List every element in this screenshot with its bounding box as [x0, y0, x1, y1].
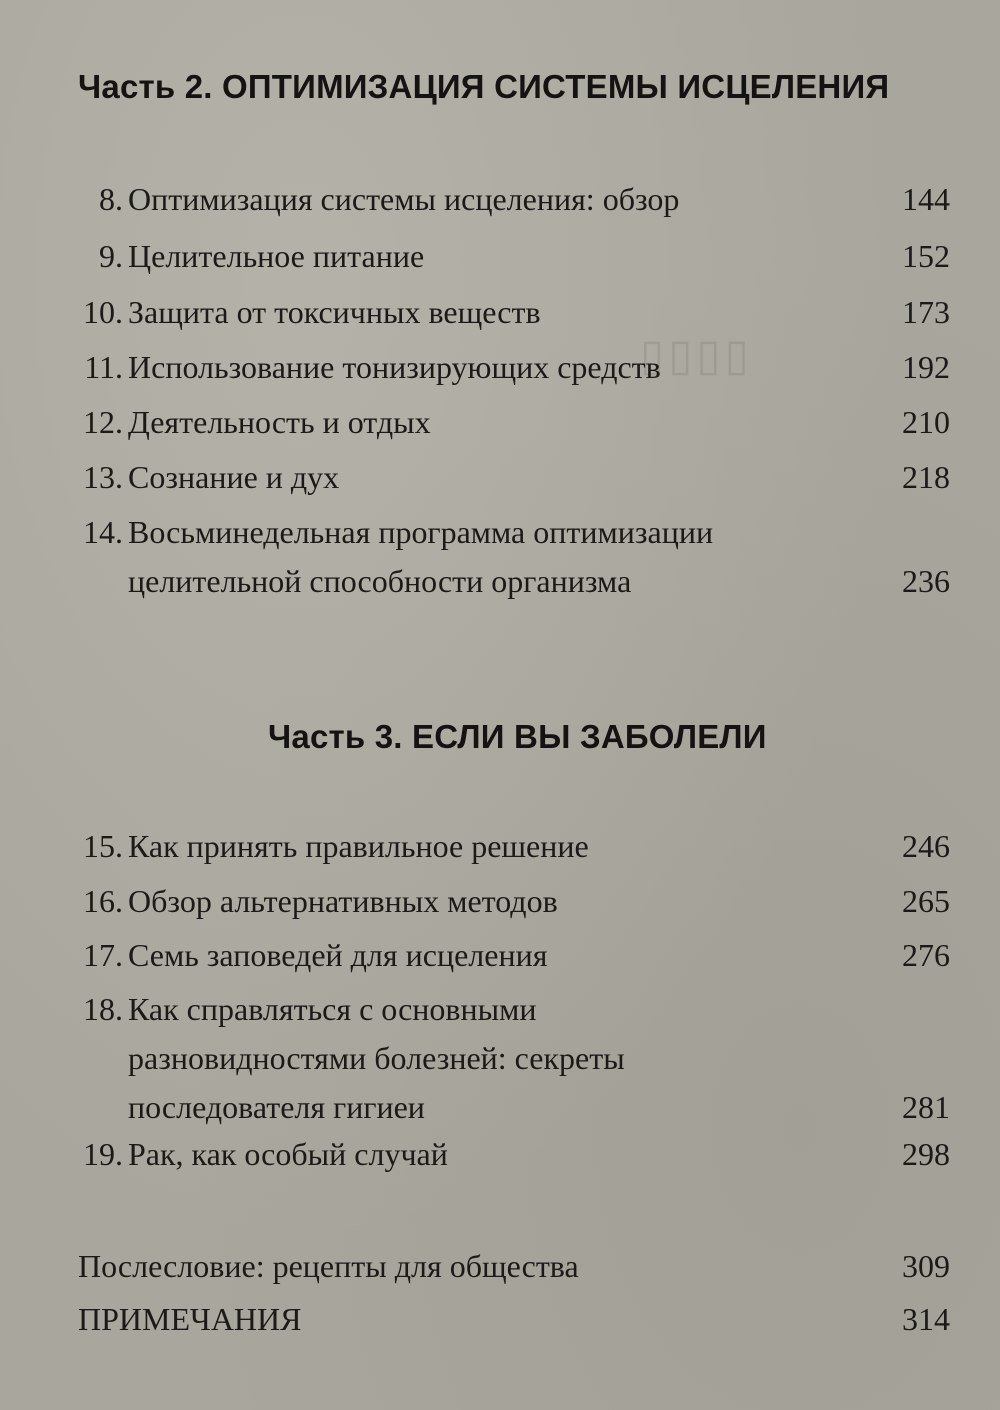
entry-title: Как принять правильное решение — [128, 828, 589, 864]
entry-page: 314 — [902, 1301, 950, 1337]
entry-title-line: целительной способности организма — [128, 563, 632, 599]
entry-title: Обзор альтернативных методов — [128, 883, 558, 919]
entry-title: Рак, как особый случай — [128, 1136, 448, 1172]
entry-title: Использование тонизирующих средств — [128, 349, 661, 385]
entry-number: 13. — [83, 459, 123, 495]
entry-number: 8. — [99, 181, 123, 217]
entry-number: 11. — [84, 349, 123, 385]
entry-number: 9. — [99, 238, 123, 274]
entry-title — [128, 508, 713, 606]
entry-title-line: Восьминедельная программа оптимизации — [128, 514, 714, 550]
entry-number: 14. — [83, 514, 123, 550]
entry-title: Семь заповедей для исцеления — [128, 937, 548, 973]
entry-title: Деятельность и отдых — [128, 404, 431, 440]
entry-title: Защита от токсичных веществ — [128, 294, 541, 330]
entry-title — [128, 985, 625, 1132]
entry-number: 10. — [83, 294, 123, 330]
entry-page: 276 — [902, 937, 950, 973]
entry-page: 281 — [902, 1089, 950, 1125]
entry-number: 16. — [83, 883, 123, 919]
entry-number: 15. — [83, 828, 123, 864]
entry-title-line: Как справляться с основными — [128, 991, 537, 1027]
entry-title: ПРИМЕЧАНИЯ — [78, 1301, 302, 1337]
toc-entry-18 — [78, 985, 950, 1135]
part-3-heading: Часть 3. ЕСЛИ ВЫ ЗАБОЛЕЛИ — [268, 718, 767, 755]
entry-title: Послесловие: рецепты для общества — [78, 1248, 579, 1284]
entry-number: 18. — [83, 991, 123, 1027]
entry-page: 265 — [902, 883, 950, 919]
entry-page: 173 — [902, 294, 950, 330]
entry-page: 236 — [902, 563, 950, 599]
entry-page: 246 — [902, 828, 950, 864]
toc-entry-14 — [78, 508, 950, 608]
entry-number: 19. — [83, 1136, 123, 1172]
entry-title-line: последователя гигиеи — [128, 1089, 425, 1125]
entry-title: Оптимизация системы исцеления: обзор — [128, 181, 680, 217]
entry-page: 309 — [902, 1248, 950, 1284]
entry-number: 17. — [83, 937, 123, 973]
entry-page: 192 — [902, 349, 950, 385]
entry-number: 12. — [83, 404, 123, 440]
part-2-heading: Часть 2. ОПТИМИЗАЦИЯ СИСТЕМЫ ИСЦЕЛЕНИЯ — [78, 68, 890, 105]
entry-title: Целительное питание — [128, 238, 425, 274]
entry-page: 210 — [902, 404, 950, 440]
entry-title: Сознание и дух — [128, 459, 340, 495]
entry-page: 218 — [902, 459, 950, 495]
entry-title-line: разновидностями болезней: секреты — [128, 1040, 625, 1076]
entry-page: 144 — [902, 181, 950, 217]
entry-page: 298 — [902, 1136, 950, 1172]
entry-page: 152 — [902, 238, 950, 274]
bleed-through-texture: ▯▯▯▯ — [640, 330, 753, 381]
